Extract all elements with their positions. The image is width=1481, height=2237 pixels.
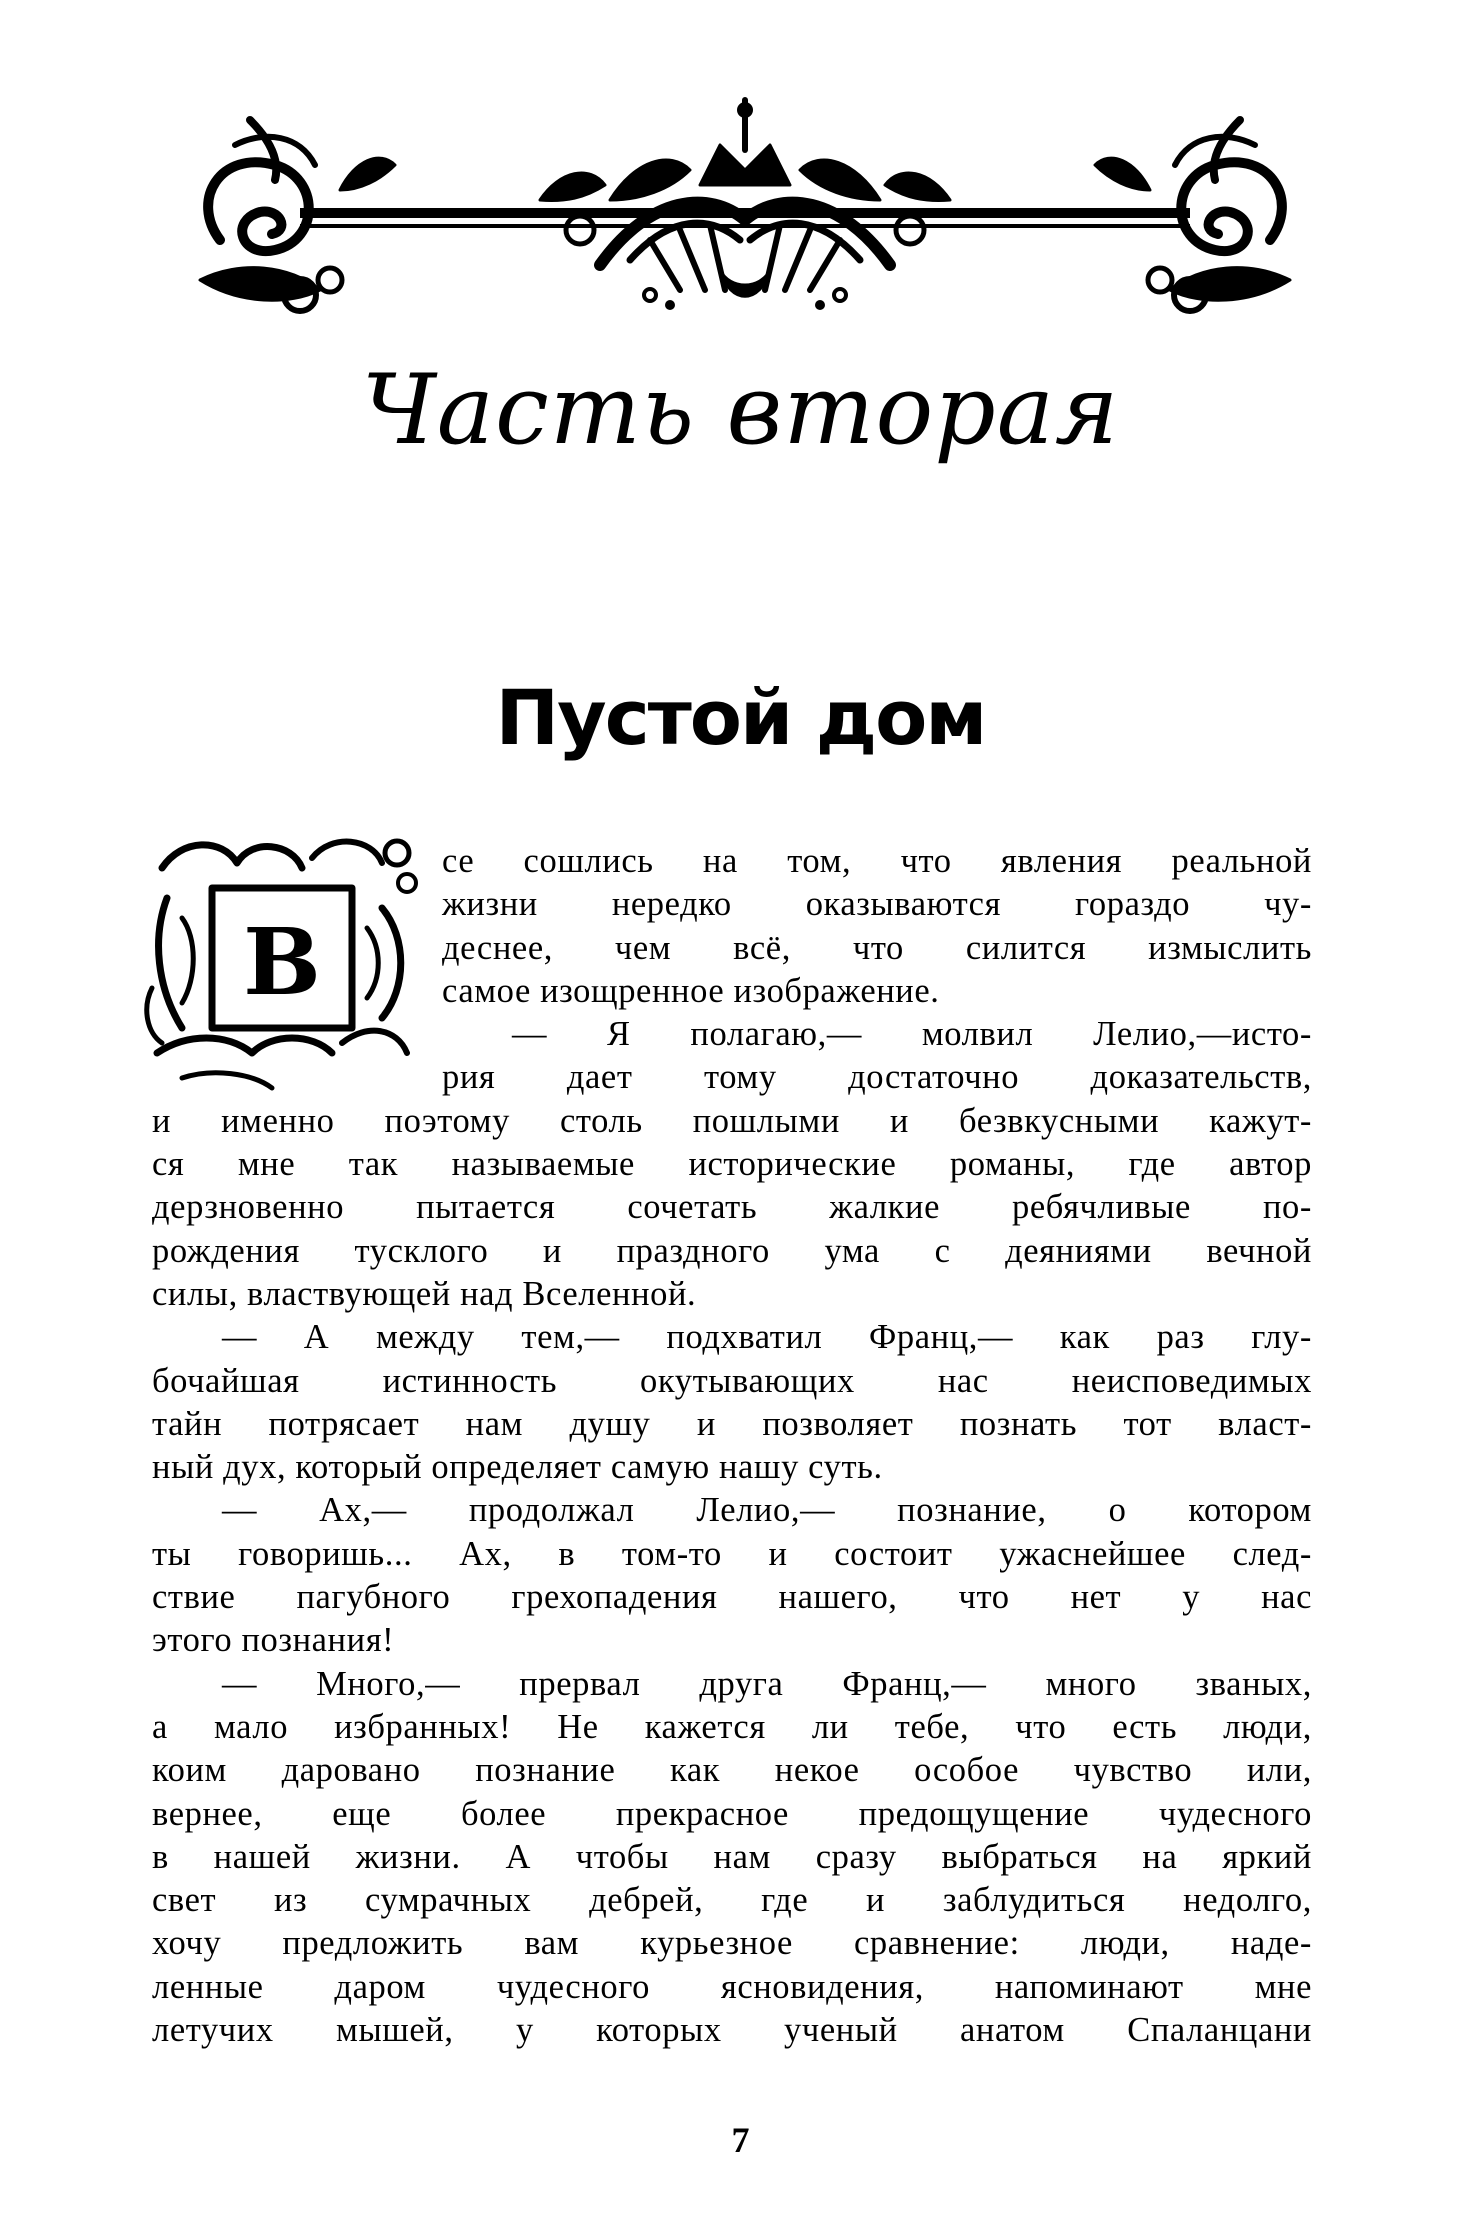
- page-number: 7: [731, 2120, 750, 2160]
- text-line: силы, властвующей над Вселенной.: [152, 1274, 697, 1313]
- text-line: а мало избранных! Не кажется ли тебе, что есть люди,: [152, 1707, 1312, 1746]
- text-line: ся мне так называемые исторические романы, где автор: [152, 1145, 1312, 1184]
- text-line: — А между тем,— подхватил Франц,— как раз глу-: [222, 1318, 1312, 1357]
- text-line: деснее, чем всё, что силится измыслить: [442, 928, 1312, 967]
- text-line: ты говоришь... Ах, в том-то и состоит ужаснейшее след-: [152, 1534, 1312, 1573]
- text-line: рия дает тому достаточно доказательств,: [442, 1058, 1312, 1097]
- text-line: тайн потрясает нам душу и позволяет познать тот власт-: [152, 1404, 1312, 1443]
- text-line: вернее, еще более прекрасное предощущение чудесного: [152, 1794, 1312, 1833]
- text-line: ный дух, который определяет самую нашу суть.: [152, 1448, 883, 1487]
- text-line: дерзновенно пытается сочетать жалкие ребячливые по-: [152, 1188, 1312, 1227]
- chapter-title: Пустой дом: [495, 673, 986, 762]
- text-line: рождения тусклого и праздного ума с деяниями вечной: [152, 1231, 1312, 1270]
- text-line: се сошлись на том, что явления реальной: [442, 842, 1312, 880]
- text-line: летучих мышей, у которых ученый анатом Спаланцани: [152, 2011, 1312, 2050]
- text-line: этого познания!: [152, 1621, 395, 1660]
- dropcap-letter: В: [243, 908, 321, 1016]
- text-line: хочу предложить вам курьезное сравнение: люди, наде-: [152, 1924, 1312, 1963]
- text-line: самое изощренное изображение.: [442, 971, 940, 1010]
- text-line: свет из сумрачных дебрей, где и заблудиться недолго,: [152, 1881, 1312, 1920]
- text-line: коим даровано познание как некое особое чувство или,: [152, 1751, 1312, 1790]
- text-line: в нашей жизни. А чтобы нам сразу выбраться на яркий: [152, 1837, 1312, 1876]
- text-line: бочайшая истинность окутывающих нас неисповедимых: [152, 1361, 1312, 1400]
- text-line: ленные даром чудесного ясновидения, напоминают мне: [152, 1967, 1312, 2006]
- text-line: ствие пагубного грехопадения нашего, что нет у нас: [152, 1578, 1312, 1617]
- body-text: [152, 840, 1312, 2052]
- text-line: — Я полагаю,— молвил Лелио,—исто-: [512, 1015, 1312, 1054]
- part-title: Часть вторая: [361, 354, 1120, 466]
- text-line: — Ах,— продолжал Лелио,— познание, о котором: [222, 1491, 1312, 1530]
- text-line: и именно поэтому столь пошлыми и безвкусными кажут-: [152, 1101, 1312, 1140]
- text-line: жизни нередко оказываются гораздо чу-: [442, 885, 1312, 924]
- ornamental-headpiece: [180, 90, 1310, 350]
- text-line: — Много,— прервал друга Франц,— много званых,: [222, 1664, 1312, 1703]
